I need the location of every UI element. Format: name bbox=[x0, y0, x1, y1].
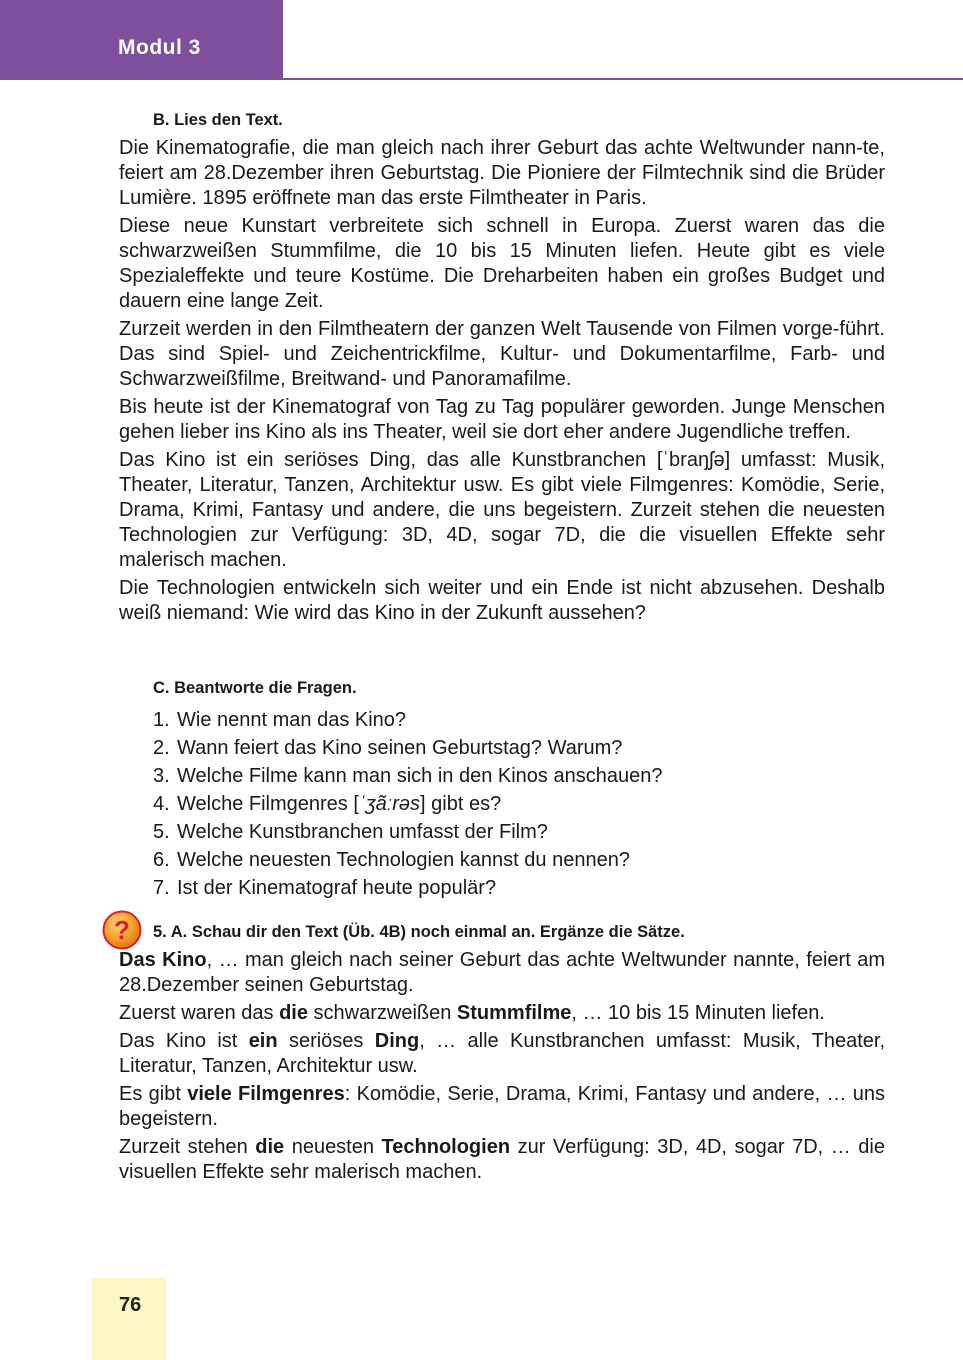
sentence-text: : Komödie, Serie, Drama, Krimi, Fantasy und andere, … uns begeistern. bbox=[119, 1083, 885, 1130]
fill-sentence-3 bbox=[119, 1029, 885, 1079]
question-number: 4. bbox=[153, 793, 170, 815]
bold-term: Das Kino bbox=[119, 949, 207, 971]
question-number: 3. bbox=[153, 765, 170, 787]
header-rule bbox=[283, 78, 963, 80]
bold-term: ein bbox=[248, 1030, 278, 1052]
question-item bbox=[119, 818, 885, 846]
bold-term: viele Filmgenres bbox=[187, 1083, 345, 1105]
sentence-text: , … alle Kunstbranchen umfasst: Musik, Theater, Literatur, Tanzen, Architektur usw. bbox=[119, 1030, 886, 1077]
section-5 bbox=[119, 923, 885, 1188]
question-item bbox=[119, 874, 885, 902]
sentence-text: zur Verfügung: 3D, 4D, sogar 7D, … die visuellen Effekte sehr malerisch machen. bbox=[119, 1136, 885, 1183]
sentence-text: schwarzweißen bbox=[307, 1002, 457, 1024]
text-paragraph-1: Die Kinematografie, die man gleich nach ihrer Geburt das achte Weltwunder nann-te, feiert am 28.Dezember ihren Geburtstag. Die Pioniere der Filmtechnik sind die Brüder Lumière. 1895 eröffnete man das erste Filmtheater in Paris. bbox=[119, 137, 885, 209]
question-text: Welche Kunstbranchen umfasst der Film? bbox=[177, 821, 548, 843]
sentence-text: , … man gleich nach seiner Geburt das achte Weltwunder nannte, feiert am 28.Dezember seinen Geburtstag. bbox=[119, 949, 886, 996]
fill-sentence-4 bbox=[119, 1082, 885, 1132]
question-text-after: ] gibt es? bbox=[420, 793, 502, 815]
bold-term: die bbox=[279, 1002, 308, 1024]
bold-term: Technologien bbox=[381, 1136, 511, 1158]
sentence-text: Zuerst waren das bbox=[119, 1002, 280, 1024]
sentence-text: Es gibt bbox=[119, 1083, 188, 1105]
question-text: Welche neuesten Technologien kannst du nennen? bbox=[177, 849, 630, 871]
question-number: 5. bbox=[153, 821, 170, 843]
question-item bbox=[119, 762, 885, 790]
question-text-before: Welche Filmgenres [ bbox=[177, 793, 359, 815]
question-number: 7. bbox=[153, 877, 170, 899]
text-paragraph-3: Zurzeit werden in den Filmtheatern der ganzen Welt Tausende von Filmen vorge-führt. Das sind Spiel- und Zeichentrickfilme, Kultur- und Dokumentarfilme, Farb- und Schwarzweißfilme, Breitwand- und Panoramafilme. bbox=[119, 318, 885, 390]
question-text: Ist der Kinematograf heute populär? bbox=[177, 877, 497, 899]
text-paragraph-2: Diese neue Kunstart verbreitete sich schnell in Europa. Zuerst waren das die schwarzweißen Stummfilme, die 10 bis 15 Minuten liefen. Heute gibt es viele Spezialeffekte und teure Kostüme. Die Dreharbeiten haben ein großes Budget und dauern eine lange Zeit. bbox=[119, 215, 885, 312]
sentence-text: , … 10 bis 15 Minuten liefen. bbox=[571, 1002, 825, 1024]
section-b-heading: B. Lies den Text. bbox=[153, 111, 283, 129]
page-number-box bbox=[92, 1278, 166, 1360]
question-text: Wie nennt man das Kino? bbox=[177, 709, 407, 731]
bold-term: Ding bbox=[374, 1030, 420, 1052]
fill-sentence-5 bbox=[119, 1135, 885, 1185]
question-number: 2. bbox=[153, 737, 170, 759]
question-list bbox=[119, 706, 885, 902]
bold-term: Stummfilme bbox=[456, 1002, 572, 1024]
section-c bbox=[119, 679, 885, 902]
exercise-5-heading: 5. A. Schau dir den Text (Üb. 4B) noch einmal an. Ergänze die Sätze. bbox=[153, 923, 685, 941]
question-text: Wann feiert das Kino seinen Geburtstag? Warum? bbox=[177, 737, 623, 759]
question-item bbox=[119, 706, 885, 734]
sentence-text: seriöses bbox=[277, 1030, 375, 1052]
question-number: 1. bbox=[153, 709, 170, 731]
question-number: 6. bbox=[153, 849, 170, 871]
question-item bbox=[119, 790, 885, 818]
section-b bbox=[119, 111, 885, 629]
svg-text:?: ? bbox=[114, 915, 130, 945]
text-paragraph-4: Bis heute ist der Kinematograf von Tag zu Tag populärer geworden. Junge Menschen gehen lieber ins Kino als ins Theater, weil sie dort eher andere Jugendliche treffen. bbox=[119, 396, 885, 443]
section-c-heading: C. Beantworte die Fragen. bbox=[153, 679, 357, 697]
text-paragraph-5: Das Kino ist ein seriöses Ding, das alle Kunstbranchen [ˈbraŋʃə] umfasst: Musik, Theater, Literatur, Tanzen, Architektur usw. Es gibt viele Filmgenres: Komödie, Serie, Drama, Krimi, Fantasy und andere, die uns begeistern. Zurzeit stehen die neuesten Technologien zur Verfügung: 3D, 4D, sogar 7D, die die visuellen Effekte sehr malerisch machen. bbox=[119, 449, 885, 571]
page-number: 76 bbox=[119, 1294, 142, 1316]
module-label: Modul 3 bbox=[118, 36, 201, 59]
text-paragraph-6: Die Technologien entwickeln sich weiter und ein Ende ist nicht abzusehen. Deshalb weiß niemand: Wie wird das Kino in der Zukunft aussehen? bbox=[119, 577, 885, 624]
sentence-text: Das Kino ist bbox=[119, 1030, 249, 1052]
question-item bbox=[119, 734, 885, 762]
ipa-transcription: ˈʒãːrəs bbox=[358, 793, 421, 815]
fill-sentence-2 bbox=[119, 1001, 885, 1026]
question-item bbox=[119, 846, 885, 874]
bold-term: die bbox=[255, 1136, 285, 1158]
sentence-text: neuesten bbox=[284, 1136, 382, 1158]
fill-sentence-1 bbox=[119, 948, 885, 998]
sentence-text: Zurzeit stehen bbox=[119, 1136, 256, 1158]
question-text: Welche Filme kann man sich in den Kinos anschauen? bbox=[177, 765, 663, 787]
